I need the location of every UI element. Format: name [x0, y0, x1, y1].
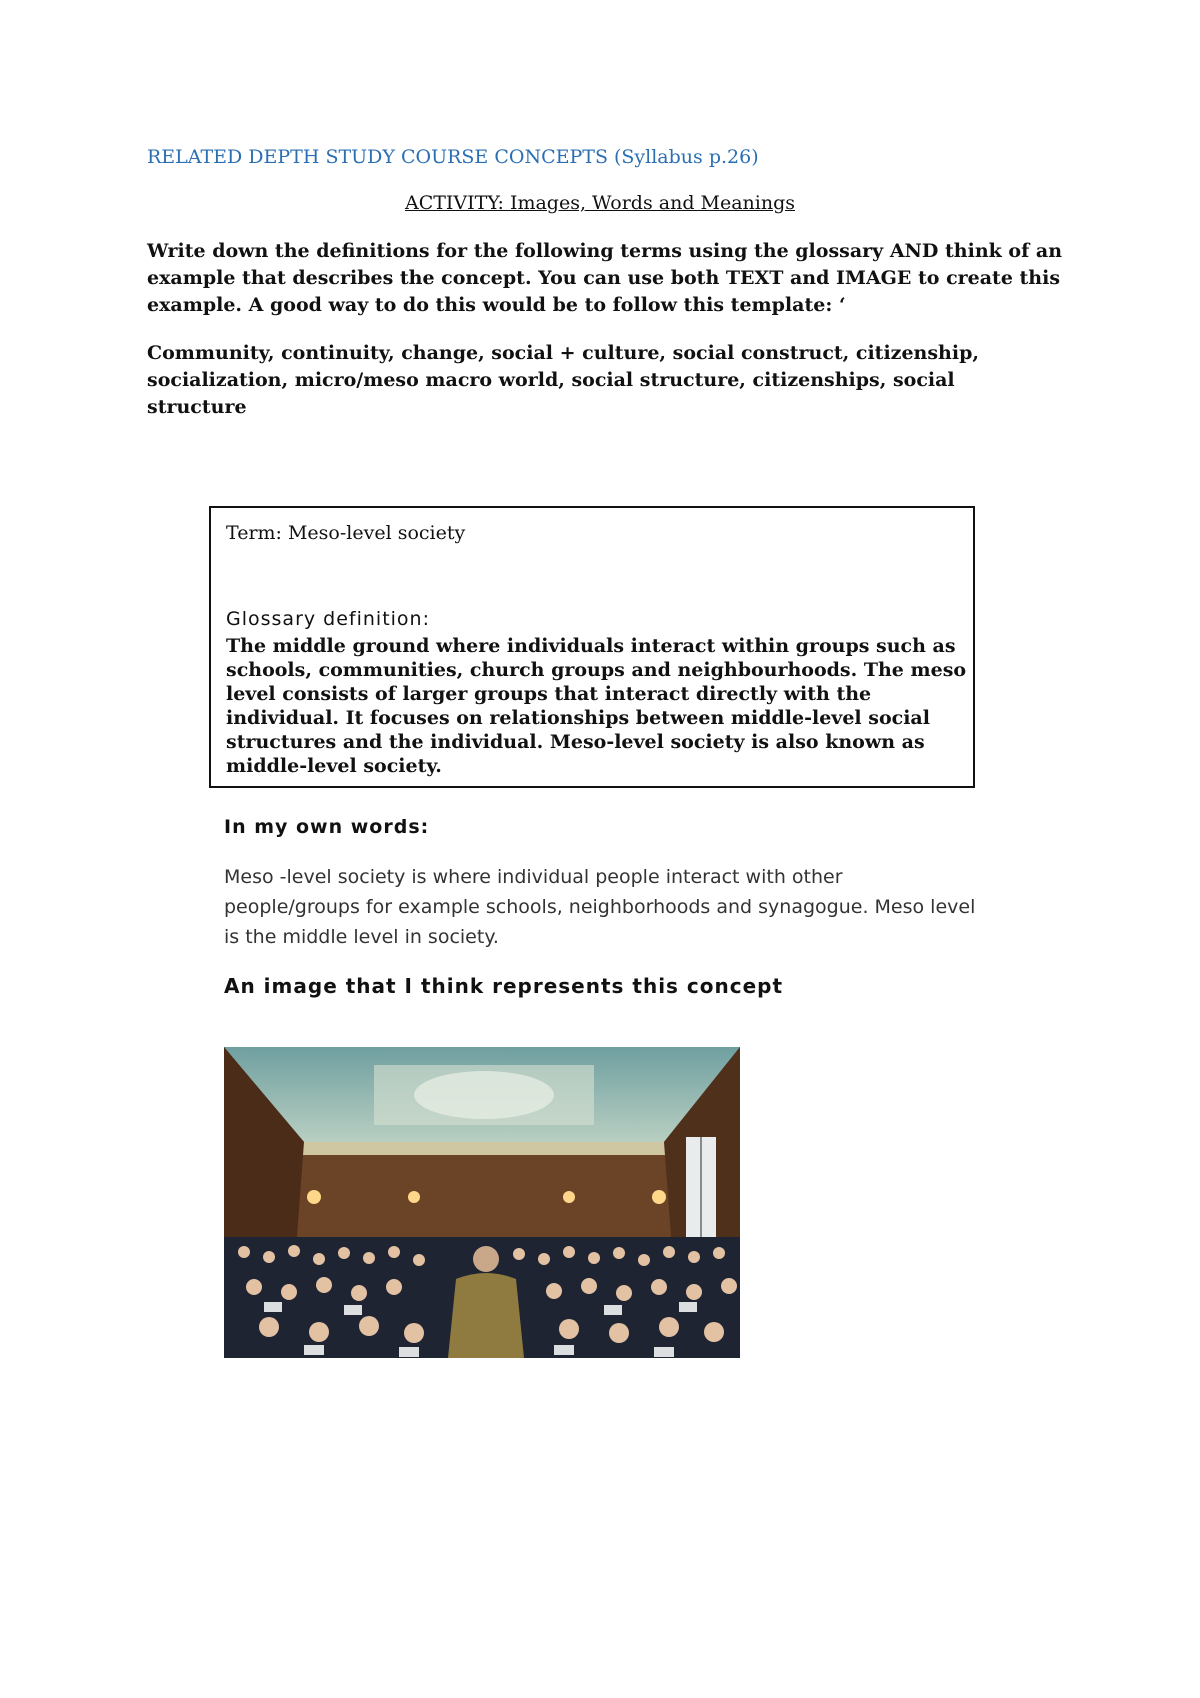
glossary-definition-text: The middle ground where individuals interact within groups such as schools, communities, church groups and neighbourhoods. The meso level consists of larger groups that interact directly with the individual. It focuses on relationships between middle-level social structures and the individual. Meso-level society is also known as middle-level society. — [226, 635, 967, 777]
document-heading: RELATED DEPTH STUDY COURSE CONCEPTS (Syllabus p.26) — [147, 146, 759, 168]
term-title: Term: Meso-level society — [226, 522, 466, 544]
image-section-label: An image that I think represents this concept — [224, 974, 784, 998]
activity-title: ACTIVITY: Images, Words and Meanings — [404, 192, 796, 214]
instructions-paragraph: Write down the definitions for the following terms using the glossary AND think of an example that describes the concept. You can use both TEXT and IMAGE to create this example. A good way to do this would be to follow this template: ‘ — [147, 240, 1063, 316]
glossary-definition-label: Glossary definition: — [226, 608, 430, 630]
own-words-text: Meso -level society is where individual people interact with other people/groups for example schools, neighborhoods and synagogue. Meso level is the middle level in society. — [224, 866, 976, 948]
own-words-label: In my own words: — [224, 816, 430, 838]
term-definition-box — [209, 506, 975, 788]
assembly-hall-photo — [224, 1047, 740, 1358]
terms-list: Community, continuity, change, social + culture, social construct, citizenship, socialization, micro/meso macro world, social structure, citizenships, social structure — [147, 342, 979, 418]
